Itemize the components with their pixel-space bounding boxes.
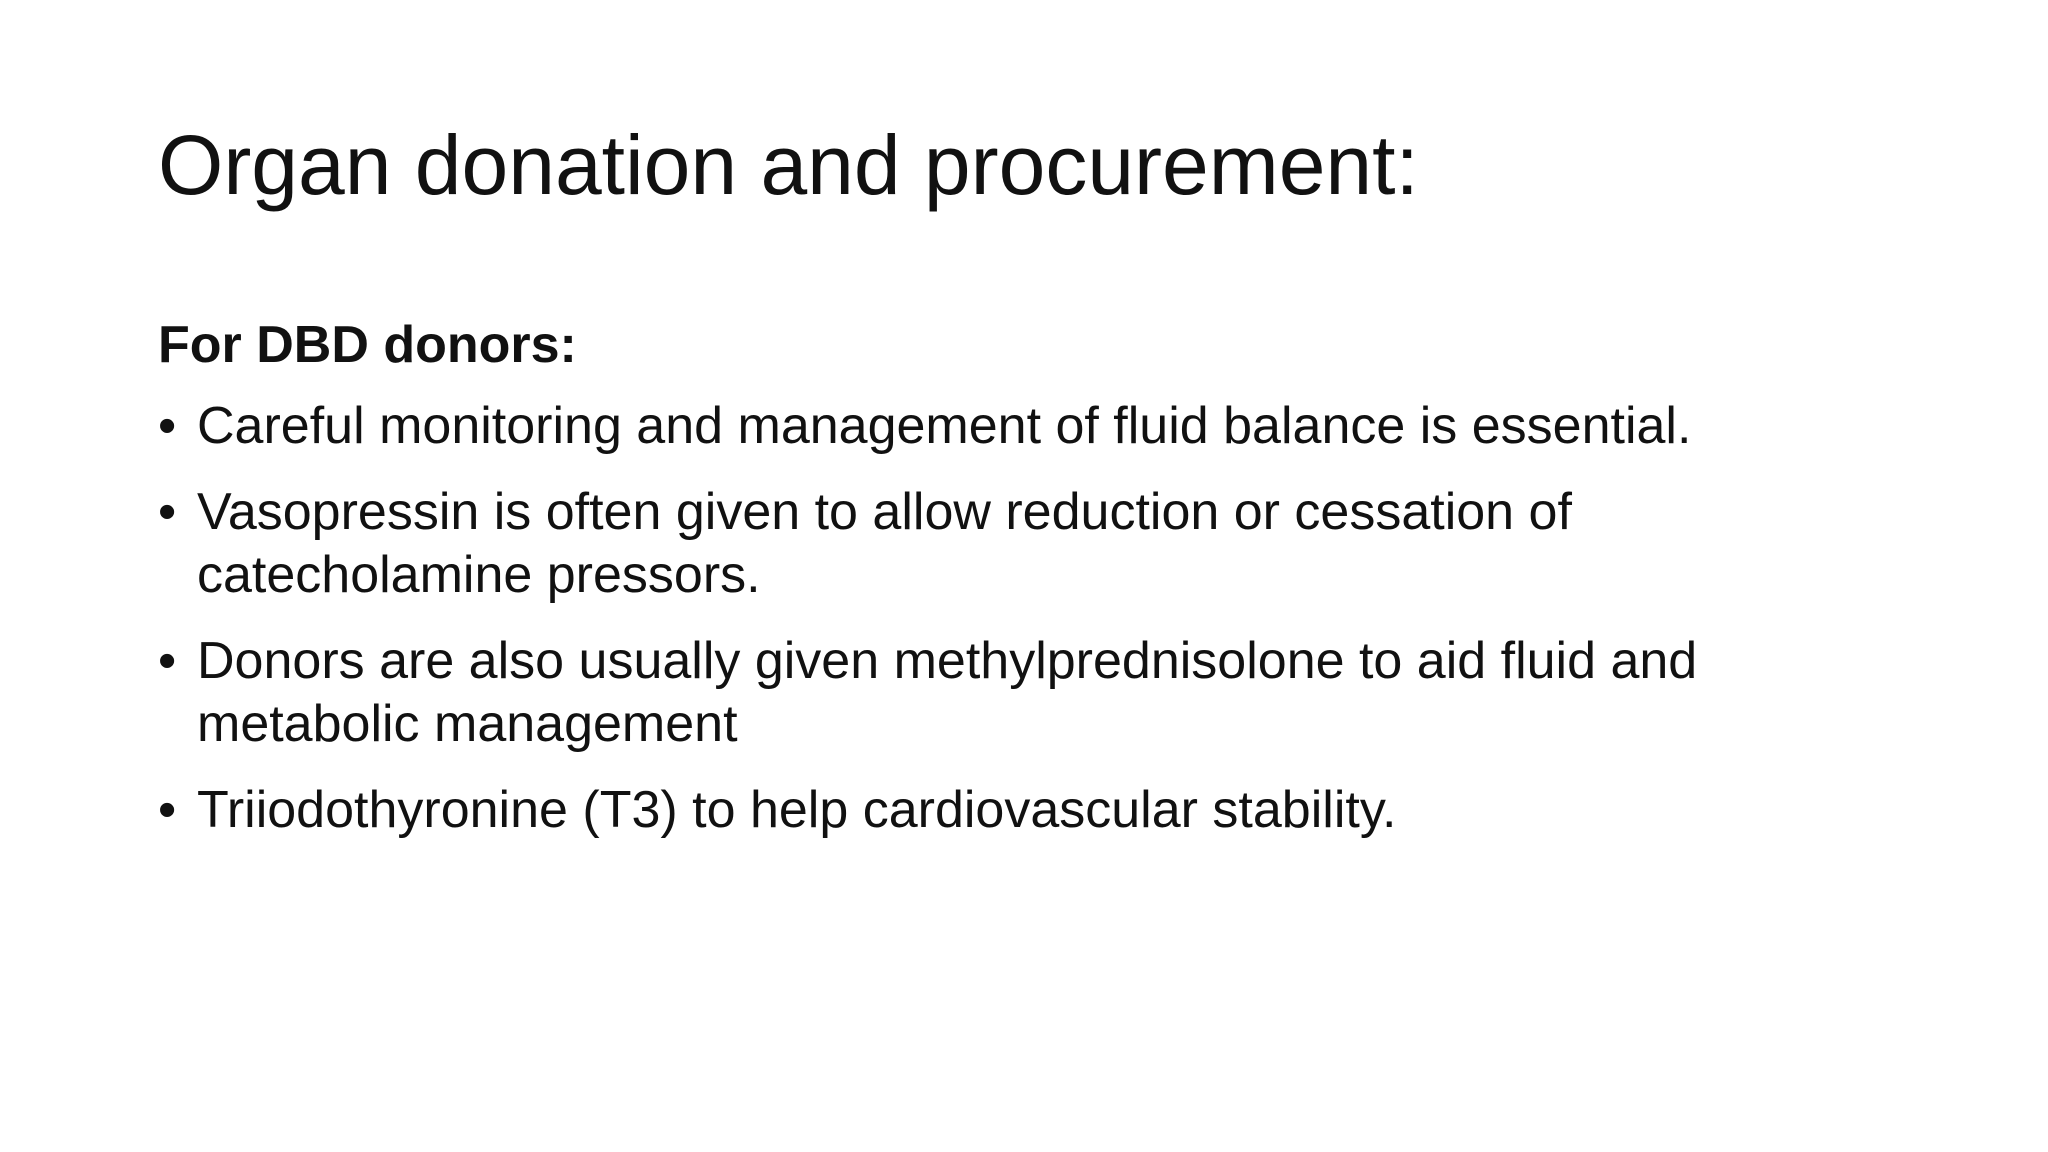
bullet-text: Triiodothyronine (T3) to help cardiovascular stability.	[197, 780, 1397, 839]
slide-title: Organ donation and procurement:	[158, 118, 1419, 212]
bullet-icon: •	[158, 482, 177, 541]
bullet-icon: •	[158, 780, 177, 839]
bullet-item	[158, 630, 1908, 757]
slide-body	[158, 314, 1908, 864]
bullet-icon: •	[158, 631, 177, 690]
bullet-text: Donors are also usually given methylprednisolone to aid fluid and metabolic management	[197, 631, 1698, 754]
bullet-item	[158, 779, 1908, 842]
bullet-item	[158, 395, 1908, 458]
bullet-item	[158, 481, 1908, 608]
bullet-text: Vasopressin is often given to allow reduction or cessation of catecholamine pressors.	[197, 482, 1572, 605]
subheading: For DBD donors:	[158, 316, 577, 374]
bullet-list	[158, 395, 1908, 842]
bullet-icon: •	[158, 397, 177, 456]
bullet-text: Careful monitoring and management of fluid balance is essential.	[197, 397, 1692, 456]
